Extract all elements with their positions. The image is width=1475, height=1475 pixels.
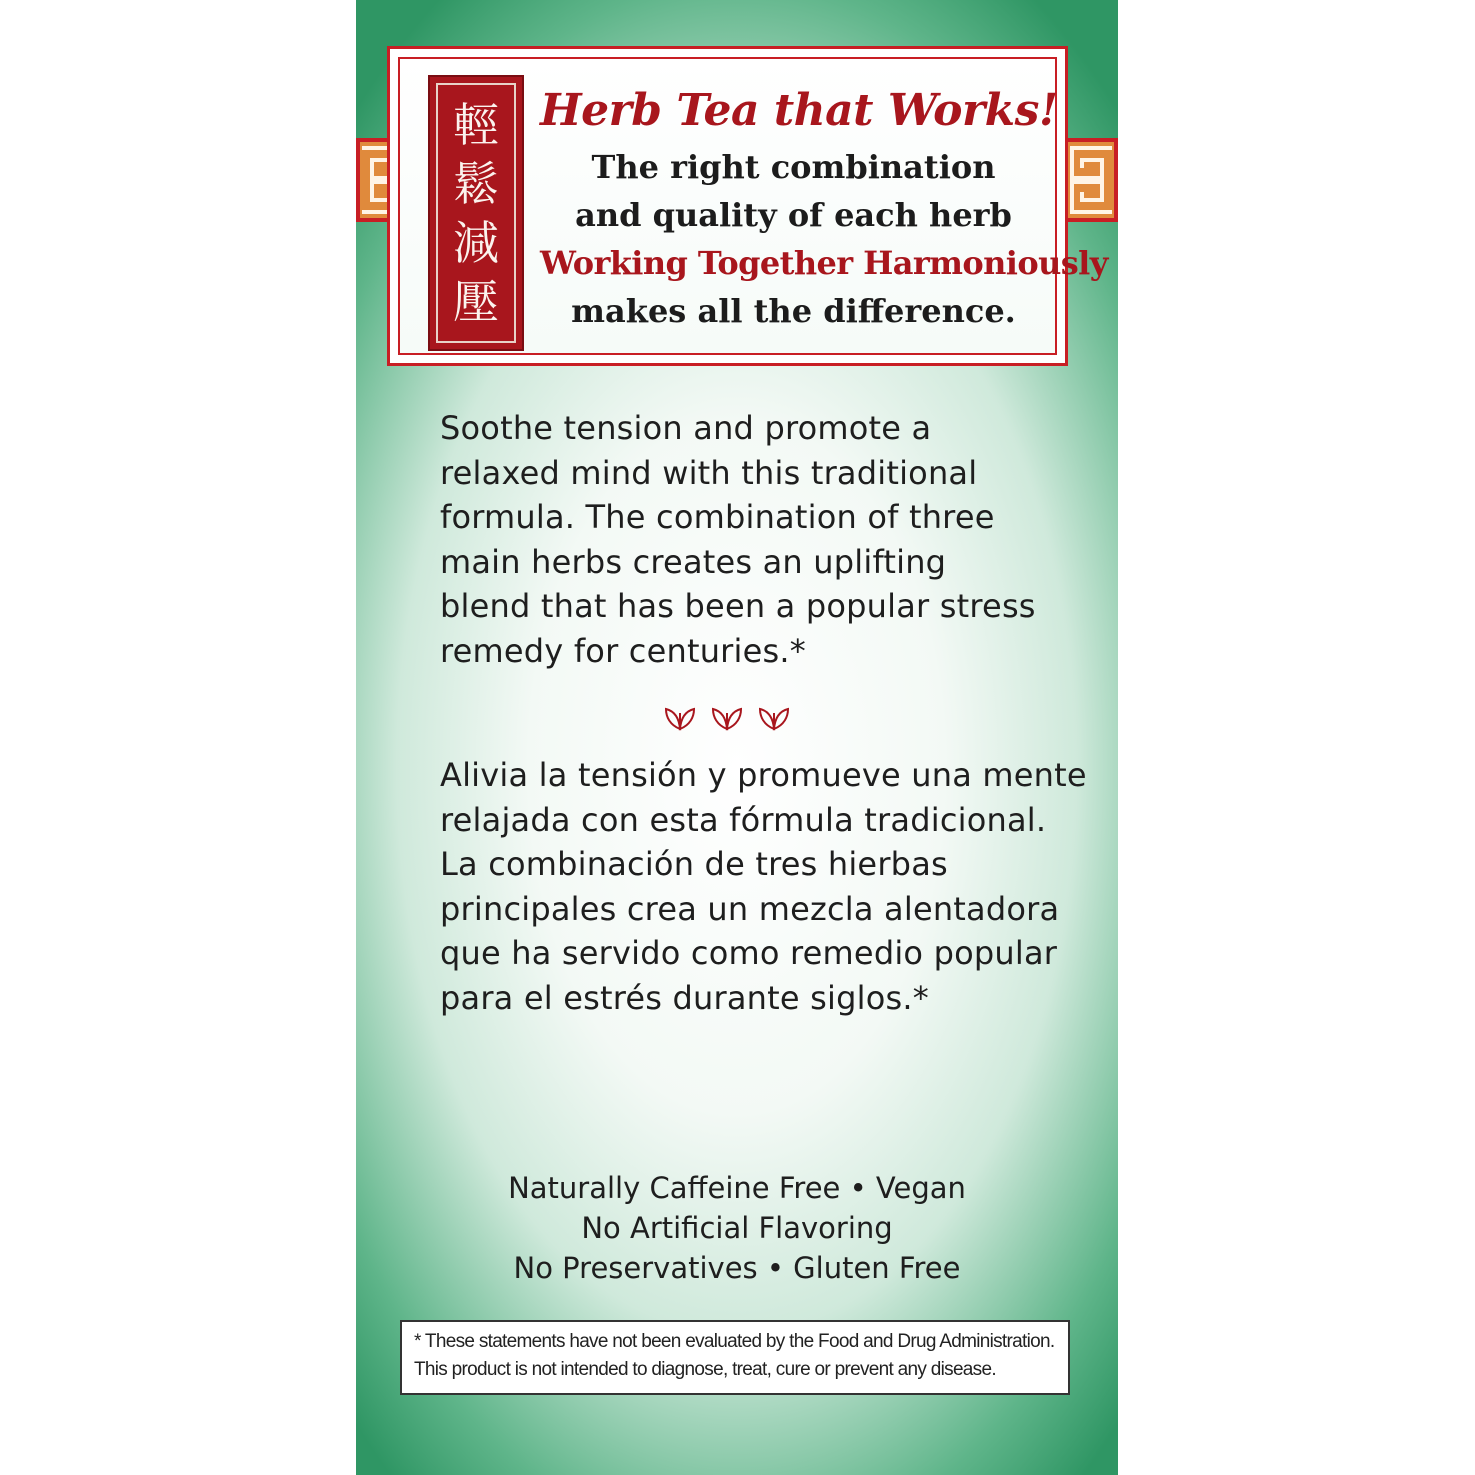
header-box xyxy=(387,46,1108,366)
seal-char-1: 輕 xyxy=(453,97,499,152)
tea-leaf-icon xyxy=(709,703,745,733)
leaf-divider xyxy=(662,700,792,736)
feature-line: No Preservatives • Gluten Free xyxy=(513,1251,961,1285)
features-list xyxy=(356,1168,1118,1288)
english-line: relaxed mind with this traditional xyxy=(440,453,978,492)
header-inner-frame xyxy=(398,57,1108,355)
disclaimer-line-2: This product is not intended to diagnose, treat, cure or prevent any disease. xyxy=(414,1359,996,1380)
english-line: remedy for centuries.* xyxy=(440,631,806,670)
spanish-description xyxy=(440,753,1087,1020)
english-description xyxy=(440,406,1080,673)
seal-char-4: 壓 xyxy=(453,274,499,329)
english-line: blend that has been a popular stress xyxy=(440,587,1036,625)
spanish-line: Alivia la tensión y promueve una mente xyxy=(440,756,1087,794)
spanish-line: La combinación de tres hierbas xyxy=(440,845,948,883)
english-line: formula. The combination of three xyxy=(440,498,995,536)
spanish-line: relajada con esta fórmula tradicional. xyxy=(440,800,1047,839)
header-line-2: and quality of each herb xyxy=(575,196,1012,234)
package-panel xyxy=(356,0,1118,1475)
headline: Herb Tea that Works! xyxy=(540,85,1058,136)
seal-char-2: 鬆 xyxy=(453,156,499,211)
spanish-line: que ha servido como remedio popular xyxy=(440,934,1058,972)
spanish-line: principales crea un mezcla alentadora xyxy=(440,889,1060,928)
right-fret-ornament xyxy=(1062,138,1118,222)
spanish-line: para el estrés durante siglos.* xyxy=(440,978,929,1017)
tea-leaf-icon xyxy=(662,703,698,733)
feature-line: No Artificial Flavoring xyxy=(581,1211,893,1245)
tea-leaf-icon xyxy=(756,703,792,733)
header-line-4: makes all the difference. xyxy=(571,292,1016,330)
feature-line: Naturally Caffeine Free • Vegan xyxy=(508,1171,966,1205)
seal-char-3: 減 xyxy=(453,215,499,270)
disclaimer-line-1: * These statements have not been evaluated by the Food and Drug Administration. xyxy=(414,1331,1055,1352)
english-line: Soothe tension and promote a xyxy=(440,409,932,447)
header-text xyxy=(540,83,1108,335)
fda-disclaimer-box xyxy=(400,1320,1070,1395)
english-line: main herbs creates an uplifting xyxy=(440,542,947,581)
seal-inner-frame xyxy=(436,83,516,343)
chinese-seal xyxy=(428,75,524,351)
header-line-3: Working Together Harmoniously xyxy=(540,244,1108,282)
header-line-1: The right combination xyxy=(591,148,996,186)
